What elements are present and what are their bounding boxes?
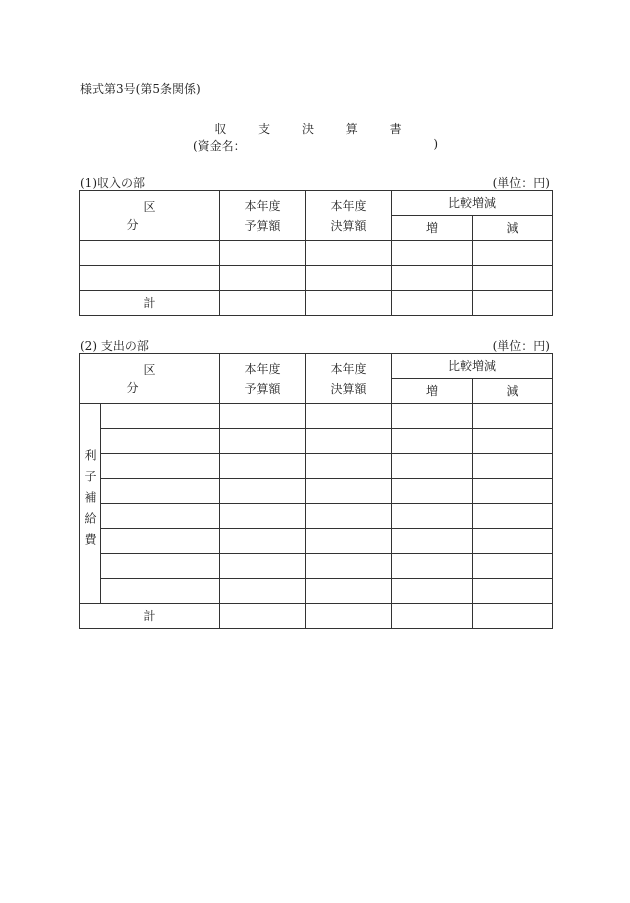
table-row <box>80 266 553 291</box>
income-header-increase: 増 <box>392 216 473 241</box>
expense-header-increase: 増 <box>392 379 473 404</box>
form-number: 様式第3号(第5条関係) <box>80 82 201 96</box>
expense-header-decrease: 減 <box>473 379 553 404</box>
table-row <box>80 454 553 479</box>
fund-name-line <box>193 137 438 154</box>
income-header-comparison: 比較増減 <box>392 191 553 216</box>
income-header-budget: 本年度 予算額 <box>220 191 306 241</box>
expense-section-label: (2) 支出の部 <box>80 339 149 353</box>
expense-header-settlement: 本年度 決算額 <box>306 354 392 404</box>
document-title: 収 支 決 算 書 <box>214 122 416 136</box>
expense-header-comparison: 比較増減 <box>392 354 553 379</box>
fund-name-close: ) <box>433 137 438 151</box>
table-row <box>80 479 553 504</box>
table-row <box>80 241 553 266</box>
table-row <box>80 404 553 429</box>
expense-table <box>79 353 553 629</box>
expense-header-category: 区 分 <box>80 354 220 404</box>
income-header-decrease: 減 <box>473 216 553 241</box>
table-row <box>80 504 553 529</box>
income-header-settlement: 本年度 決算額 <box>306 191 392 241</box>
table-row <box>80 579 553 604</box>
table-row <box>80 554 553 579</box>
expense-total-row <box>80 604 553 629</box>
income-unit: (単位：円) <box>492 176 550 190</box>
expense-total-label: 計 <box>80 604 220 629</box>
income-total-row <box>80 291 553 316</box>
table-row <box>80 429 553 454</box>
fund-name-label: (資金名： <box>193 139 246 153</box>
income-header-category: 区 分 <box>80 191 220 241</box>
income-total-label: 計 <box>80 291 220 316</box>
expense-group-label: 利子補給費 <box>80 404 101 604</box>
expense-unit: (単位：円) <box>492 339 550 353</box>
expense-header-budget: 本年度 予算額 <box>220 354 306 404</box>
income-table <box>79 190 553 316</box>
table-row <box>80 529 553 554</box>
income-section-label: (1)収入の部 <box>80 176 145 190</box>
